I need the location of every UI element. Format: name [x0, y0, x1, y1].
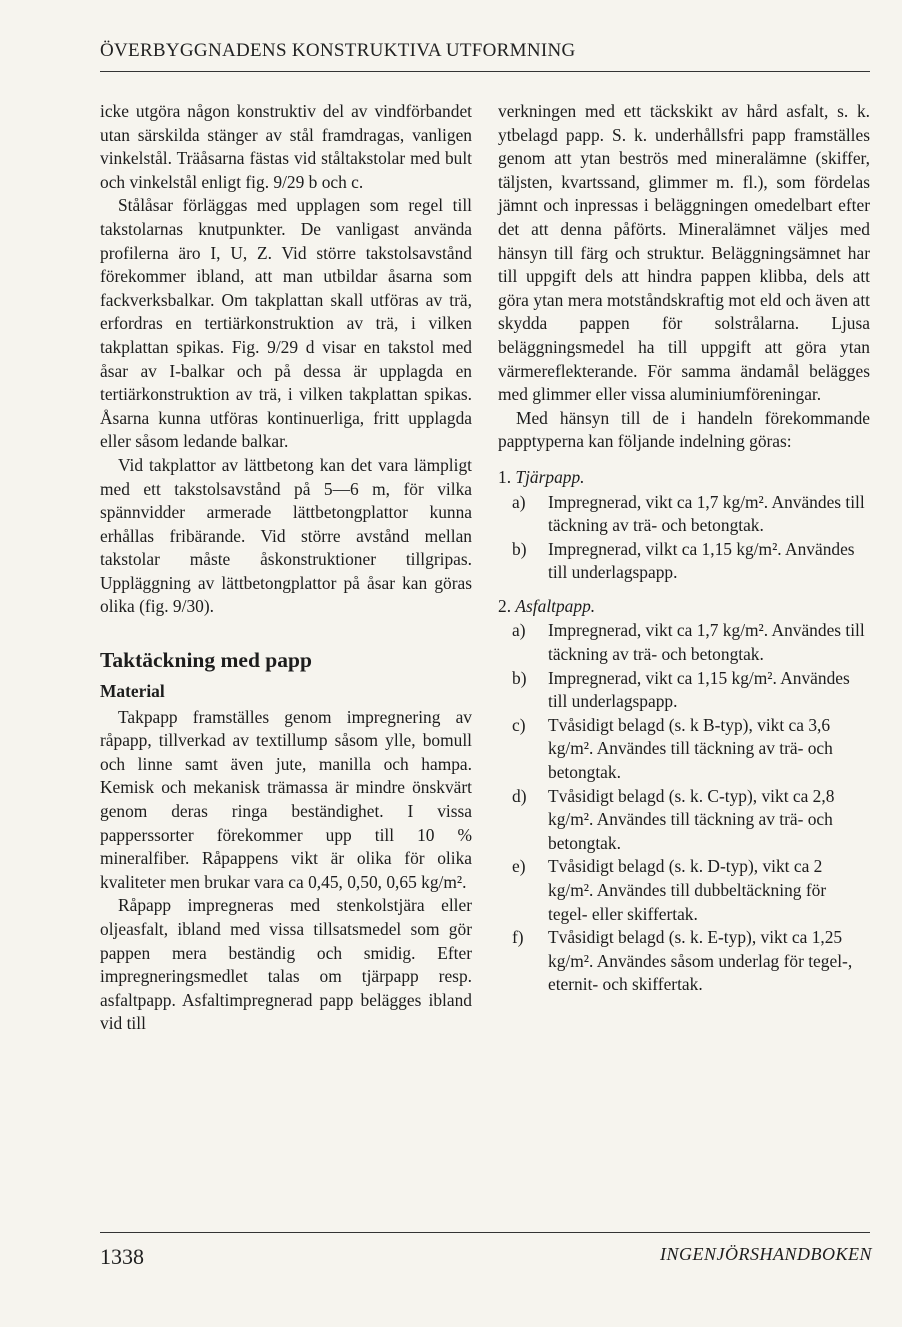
category-name: Asfaltpapp.: [515, 595, 596, 616]
list-item: [512, 785, 870, 856]
subsection-heading: Material: [100, 681, 165, 702]
category-title: [498, 595, 870, 619]
category-tjarpapp: [498, 466, 870, 585]
section-heading: Taktäckning med papp: [100, 648, 312, 673]
paragraph: icke utgöra någon konstruktiv del av vindförbandet utan särskilda stänger av stål framdragas, vanligen vinkelstål. Träåsarna fästas vid ståltakstolar med bult och vinkelstål enligt fig. 9/29 b och c.: [100, 101, 472, 192]
category-name: Tjärpapp.: [515, 466, 585, 487]
item-label: b): [512, 667, 527, 688]
item-text: Impregnerad, vilkt ca 1,15 kg/m². Användes till underlagspapp.: [548, 538, 855, 583]
list-item: [512, 855, 870, 926]
paragraph: Stålåsar förläggas med upplagen som regel till takstolarnas knutpunkter. De vanligast använda profilerna äro I, U, Z. Vid större takstolsavstånd förekommer ibland, att man utbildar åsarna som fackverksbalkar. Om takplattan skall utföras av trä, erfordras en tertiärkonstruktion av trä, i vilken takplattan spikas. Fig. 9/29 d visar en takstol med åsar av I-balkar och på dessa är upplagda en tertiärkonstruktion av trä, i vilken takplattan spikas. Åsarna kunna utföras kontinuerliga, fritt upplagda eller såsom ledande balkar.: [100, 195, 472, 452]
header-rule: [100, 71, 870, 72]
item-label: c): [512, 714, 526, 735]
list-item: [512, 619, 870, 666]
paragraph: Råpapp impregneras med stenkolstjära eller oljeasfalt, ibland med vissa tillsatsmedel som gör pappen mera beständig och smidig. Efter impregneringsmedlet talas om tjärpapp resp. asfaltpapp. Asfaltimpregnerad papp belägges ibland vid till: [100, 895, 472, 1034]
item-text: Tvåsidigt belagd (s. k. E-typ), vikt ca 1,25 kg/m². Användes såsom underlag för tegel-, eternit- och skiffertak.: [548, 927, 853, 995]
running-header: ÖVERBYGGNADENS KONSTRUKTIVA UTFORMNING: [100, 40, 576, 61]
item-text: Tvåsidigt belagd (s. k. C-typ), vikt ca 2,8 kg/m². Användes till täckning av trä- och betongtak.: [548, 785, 835, 853]
paragraph: Takpapp framställes genom impregnering av råpapp, tillverkad av textillump såsom ylle, bomull och linne samt även jute, manilla och hampa. Kemisk och mekanisk trämassa är mindre önskvärt genom deras ringa beständighet. I vissa papperssorter förekommer upp till 10 % mineralfiber. Råpappens vikt är olika för olika kvaliteter men brukar vara ca 0,45, 0,50, 0,65 kg/m².: [100, 706, 472, 892]
item-text: Impregnerad, vikt ca 1,15 kg/m². Användes till underlagspapp.: [548, 667, 850, 712]
list-item: [512, 714, 870, 785]
list-item: [512, 926, 870, 997]
item-text: Tvåsidigt belagd (s. k. D-typ), vikt ca 2 kg/m². Användes till dubbeltäckning för tegel- eller skiffertak.: [548, 856, 827, 924]
list-item: [512, 491, 870, 538]
list-item: [512, 538, 870, 585]
paragraph: verkningen med ett täckskikt av hård asfalt, s. k. ytbelagd papp. S. k. underhållsfri papp framställes genom att ytan beströs med mineralämne (skiffer, täljsten, kvartssand, glimmer m. fl.), som fördelas jämnt och inpressas i beläggningen omedelbart efter det att denna påförts. Mineralämnet väljes med hänsyn till färg och struktur. Beläggningsämnet har till uppgift dels att hindra pappen klibba, dels att göra ytan mera motståndskraftig mot eld och även att skydda pappen för solstrålarna. Ljusa beläggningsmedel ha till uppgift att göra ytan värmereflekterande. För samma ändamål belägges med glimmer eller vissa aluminiumföreningar.: [498, 101, 870, 405]
item-label: a): [512, 620, 526, 641]
item-label: a): [512, 491, 526, 512]
category-asfaltpapp: [498, 595, 870, 997]
left-column: [100, 100, 472, 1036]
item-text: Impregnerad, vikt ca 1,7 kg/m². Användes till täckning av trä- och betongtak.: [548, 491, 865, 536]
papp-type-list: [498, 466, 870, 997]
item-label: d): [512, 785, 527, 806]
footer-rule: [100, 1232, 870, 1233]
book-title: INGENJÖRSHANDBOKEN: [660, 1244, 872, 1264]
category-number: 1.: [498, 466, 512, 487]
item-label: f): [512, 927, 524, 948]
item-text: Impregnerad, vikt ca 1,7 kg/m². Användes till täckning av trä- och betongtak.: [548, 620, 865, 665]
paragraph: Med hänsyn till de i handeln förekommande papptyperna kan följande indelning göras:: [498, 407, 870, 452]
category-number: 2.: [498, 595, 512, 616]
category-title: [498, 466, 870, 490]
item-label: e): [512, 856, 526, 877]
paragraph: Vid takplattor av lättbetong kan det vara lämpligt med ett takstolsavstånd på 5—6 m, för vilka spännvidder armerade lättbetongplattor kunna erhållas fribärande. Vid större avstånd mellan takstolar måste åskonstruktioner tillgripas. Uppläggning av lättbetongplattor på åsar kan göras olika (fig. 9/30).: [100, 454, 472, 617]
item-text: Tvåsidigt belagd (s. k B-typ), vikt ca 3,6 kg/m². Användes till täckning av trä- och betongtak.: [548, 714, 833, 783]
page-number: 1338: [100, 1244, 144, 1269]
list-item: [512, 667, 870, 714]
right-column: [498, 100, 870, 1007]
item-label: b): [512, 538, 527, 559]
